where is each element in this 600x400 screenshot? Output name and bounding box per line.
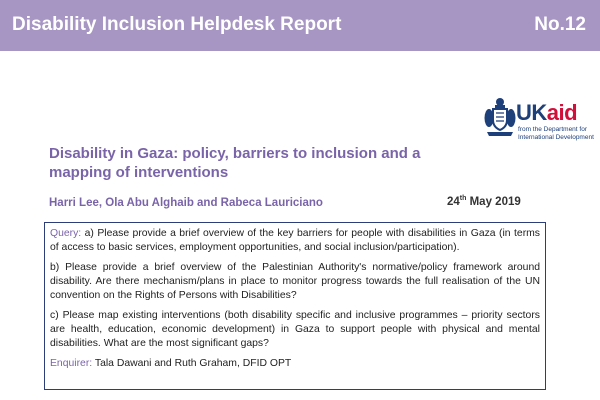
enquirer: Enquirer: Tala Dawani and Ruth Graham, DFID OPT xyxy=(50,358,292,369)
document-title: Disability in Gaza: policy, barriers to inclusion and a mapping of interventions xyxy=(49,145,421,181)
query-part-b: b) Please provide a brief overview of the Palestinian Authority's normative/policy framework around disability. Are there mechanism/plans in place to monitor progress towards the full realisation of the UN convention on the Rights of Persons with Disabilities? xyxy=(50,262,540,301)
query-part-c: c) Please map existing interventions (both disability specific and inclusive programmes – priority sectors are health, education, economic development) in Gaza to support people with physical and mental disabilities. What are the most significant gaps? xyxy=(50,310,540,349)
royal-crest-icon xyxy=(484,96,516,140)
ukaid-department: from the Department for International Development xyxy=(518,126,594,141)
query-label: Query: xyxy=(50,228,82,239)
authors: Harri Lee, Ola Abu Alghaib and Rabeca Lauriciano xyxy=(49,197,323,209)
publication-date: 24th May 2019 xyxy=(447,195,521,208)
report-banner xyxy=(0,0,600,51)
ukaid-logo xyxy=(484,96,600,146)
ukaid-wordmark: UKaid xyxy=(516,100,578,125)
enquirer-label: Enquirer: xyxy=(50,358,93,369)
query-box xyxy=(44,222,546,390)
report-number: No.12 xyxy=(534,14,586,35)
banner-title: Disability Inclusion Helpdesk Report xyxy=(12,14,342,35)
query-part-a: Query: a) Please provide a brief overview of the key barriers for people with disabilities in Gaza (in terms of access to basic services, employment opportunities, and social inclusion/participation). xyxy=(50,228,541,253)
